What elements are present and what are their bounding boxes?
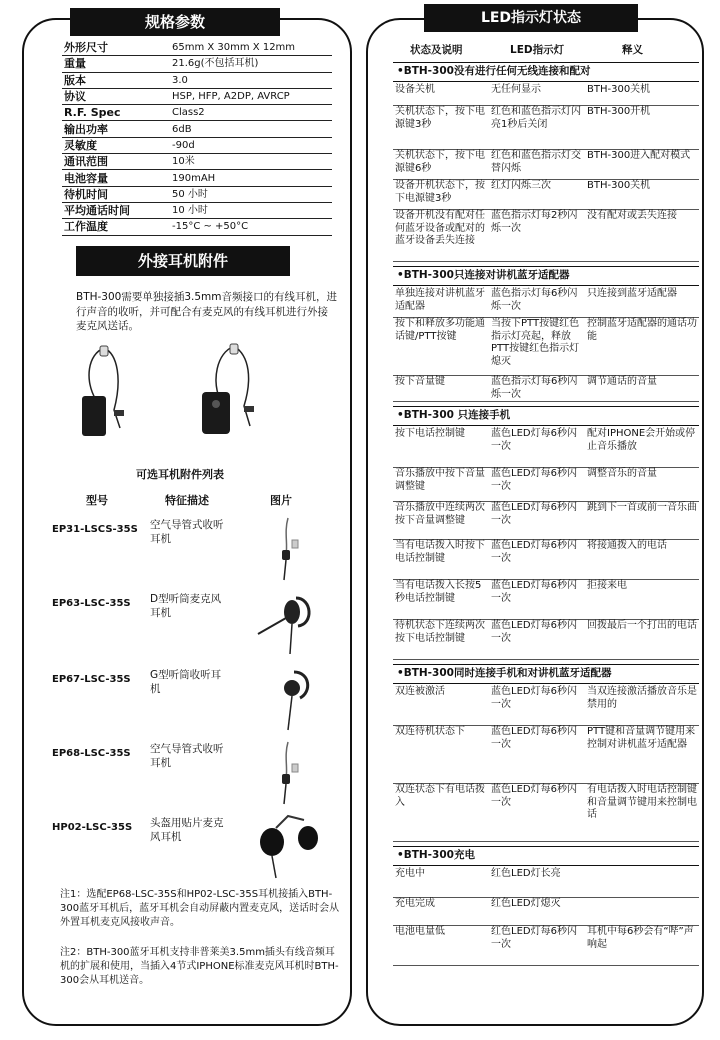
led-header-meaning: 释义 [622,44,643,56]
led-row [393,106,699,150]
led-meaning: 只连接到蓝牙适配器 [587,288,677,299]
led-state: 按下和释放多功能通话键/PTT按键 [395,318,485,342]
led-row [393,580,699,620]
led-meaning: BTH-300进入配对模式 [587,150,691,161]
led-header-state: 状态及说明 [410,44,463,56]
accessory-model: HP02-LSC-35S [52,822,133,833]
led-indicator: 蓝色LED灯每6秒闪一次 [491,620,577,644]
accessories-banner: 外接耳机附件 [76,246,290,276]
led-row [393,726,699,784]
spec-key: 工作温度 [62,219,166,235]
led-meaning: PTT键和音量调节键用来控制对讲机蓝牙适配器 [587,726,696,750]
spec-row [62,219,332,235]
led-row [393,428,699,468]
earphone-with-bluetooth-unit-image [74,340,164,440]
led-state: 设备开机状态下，按下电源键3秒 [395,180,485,204]
spec-row [62,137,332,153]
led-row [393,150,699,180]
led-state: 音乐播放中按下音量调整键 [395,468,485,492]
accessory-row [52,812,342,882]
accessory-feature: D型听筒麦克风耳机 [150,593,222,619]
led-row [393,210,699,262]
accessory-model: EP68-LSC-35S [52,748,131,759]
spec-key: 灵敏度 [62,137,166,153]
specs-banner: 规格参数 [70,8,280,36]
led-meaning: 调节通话的音量 [587,376,657,387]
led-state: 当有电话拨入时按下电话控制键 [395,540,485,564]
spec-key: 输出功率 [62,121,166,137]
accessory-model: EP67-LSC-35S [52,674,131,685]
led-indicator: 蓝色LED灯每6秒闪一次 [491,540,577,564]
led-row [393,898,699,926]
spec-key: 协议 [62,88,166,104]
led-indicator: 无任何显示 [491,84,541,95]
spec-row [62,154,332,170]
led-indicator: 红色和蓝色指示灯交替闪烁 [491,150,581,174]
spec-key: 待机时间 [62,186,166,202]
led-state: 当有电话拨入长按5秒电话控制键 [395,580,482,604]
spec-value: -15°C ~ +50°C [166,219,332,235]
led-row [393,376,699,402]
led-state: 充电完成 [395,898,435,909]
spec-value: 10米 [166,154,332,170]
col-header-picture: 图片 [270,494,292,507]
led-indicator: 蓝色LED灯每6秒闪一次 [491,726,577,750]
accessories-description: BTH-300需要单独接插3.5mm音频接口的有线耳机，进行声音的收听，并可配合有麦克风的有线耳机进行外接麦克风送话。 [76,291,337,332]
led-banner: LED指示灯状态 [424,4,638,32]
spec-value: -90d [166,137,332,153]
led-indicator: 蓝色指示灯每2秒闪烁一次 [491,210,578,234]
led-indicator: 蓝色LED灯每6秒闪一次 [491,686,577,710]
led-row [393,868,699,898]
spec-value: 50 小时 [166,186,332,202]
spec-value: 190mAH [166,170,332,186]
accessory-feature: 空气导管式收听耳机 [150,519,224,545]
spec-key: 版本 [62,72,166,88]
accessory-model: EP31-LSCS-35S [52,524,138,535]
led-state: 关机状态下，按下电源键3秒 [395,106,485,130]
led-row [393,784,699,842]
led-indicator: 蓝色LED灯每6秒闪一次 [491,468,577,492]
spec-row [62,105,332,121]
accessory-model: EP63-LSC-35S [52,598,131,609]
accessory-list-title: 可选耳机附件列表 [136,468,224,481]
led-state: 双连状态下有电话拨入 [395,784,485,808]
led-row [393,84,699,106]
led-meaning: 有电话拨入时电话控制键和音量调节键用来控制电话 [587,784,697,820]
spec-key: R.F. Spec [62,105,166,121]
led-section-title: •BTH-300只连接对讲机蓝牙适配器 [393,266,699,286]
led-meaning: 控制蓝牙适配器的通话功能 [587,318,697,342]
led-state: 待机状态下连续两次按下电话控制键 [395,620,485,644]
spec-value: HSP, HFP, A2DP, AVRCP [166,88,332,104]
led-state: 充电中 [395,868,425,879]
g-shape-earpiece-icon [248,664,328,732]
spec-value: 6dB [166,121,332,137]
spec-row [62,186,332,202]
spec-row [62,40,332,56]
spec-row [62,121,332,137]
spec-value: 3.0 [166,72,332,88]
led-indicator: 红灯闪烁三次 [491,180,551,191]
led-row [393,288,699,318]
led-state: 设备关机 [395,84,435,95]
led-indicator: 蓝色指示灯每6秒闪烁一次 [491,288,578,312]
led-meaning: 回拨最后一个打出的电话 [587,620,697,631]
led-section-title: •BTH-300充电 [393,846,699,866]
accessory-feature: 空气导管式收听耳机 [150,743,224,769]
d-shape-headset-icon [248,588,328,656]
accessory-row [52,514,342,584]
led-indicator: 蓝色LED灯每6秒闪一次 [491,580,577,604]
spec-row [62,202,332,218]
accessory-row [52,738,342,808]
spec-value: Class2 [166,105,332,121]
led-row [393,502,699,540]
spec-key: 外形尺寸 [62,40,166,56]
led-indicator: 红色LED灯长亮 [491,868,561,879]
led-row [393,540,699,580]
led-meaning: 调整音乐的音量 [587,468,657,479]
led-meaning: 耳机中每6秒会有“哔”声响起 [587,926,694,950]
led-row [393,468,699,502]
led-indicator: 红色LED灯每6秒闪一次 [491,926,577,950]
spec-value: 10 小时 [166,202,332,218]
led-indicator: 蓝色LED灯每6秒闪一次 [491,502,577,526]
led-indicator: 蓝色LED灯每6秒闪一次 [491,784,577,808]
led-section-title: •BTH-300 只连接手机 [393,406,699,426]
led-meaning: 拒接来电 [587,580,627,591]
spec-key: 通讯范围 [62,154,166,170]
spec-key: 重量 [62,56,166,72]
air-tube-earpiece-icon [248,514,328,582]
specs-table [62,40,332,236]
accessory-row [52,588,342,658]
led-meaning: 配对IPHONE会开始或停止音乐播放 [587,428,696,452]
led-meaning: 跳到下一首或前一音乐曲 [587,502,697,513]
spec-key: 平均通话时间 [62,202,166,218]
led-meaning: BTH-300关机 [587,180,651,191]
note-1: 注1：选配EP68-LSC-35S和HP02-LSC-35S耳机接插入BTH-300蓝牙耳机后，蓝牙耳机会自动屏蔽内置麦克风，送话时会从外置耳机麦克风接收声音。 [60,889,340,928]
spec-row [62,88,332,104]
accessory-feature: 头盔用贴片麦克风耳机 [150,817,224,843]
earphone-with-ptt-unit-image [190,340,280,440]
led-state: 单独连接对讲机蓝牙适配器 [395,288,485,312]
led-indicator: 蓝色LED灯每6秒闪一次 [491,428,577,452]
led-meaning: 没有配对或丢失连接 [587,210,677,221]
led-meaning: BTH-300开机 [587,106,651,117]
col-header-feature: 特征描述 [165,494,209,507]
led-meaning: 当双连接激活播放音乐是禁用的 [587,686,697,710]
led-header-led: LED指示灯 [510,44,565,56]
spec-key: 电池容量 [62,170,166,186]
led-state: 双连被激活 [395,686,445,697]
spec-value: 21.6g(不包括耳机) [166,56,332,72]
led-indicator: 蓝色指示灯每6秒闪烁一次 [491,376,578,400]
led-section-title: •BTH-300同时连接手机和对讲机蓝牙适配器 [393,664,699,684]
led-row [393,180,699,210]
accessory-feature: G型听筒收听耳机 [150,669,222,695]
spec-row [62,170,332,186]
led-meaning: BTH-300关机 [587,84,651,95]
led-row [393,686,699,726]
note-2: 注2：BTH-300蓝牙耳机支持非普莱美3.5mm插头有线音频耳机的扩展和使用，当插入4节式IPHONE标准麦克风耳机时BTH-300会从耳机送音。 [60,947,339,986]
spec-row [62,56,332,72]
led-state: 音乐播放中连续两次按下音量调整键 [395,502,485,526]
spec-value: 65mm X 30mm X 12mm [166,40,332,56]
led-table-header [392,42,702,58]
col-header-model: 型号 [86,494,108,507]
led-indicator: 红色和蓝色指示灯闪亮1秒后关闭 [491,106,581,130]
led-state: 电池电量低 [395,926,445,937]
led-indicator: 当按下PTT按键红色指示灯亮起，释放PTT按键红色指示灯熄灭 [491,318,580,367]
led-meaning: 将接通拨入的电话 [587,540,667,551]
led-row [393,318,699,376]
led-row [393,926,699,966]
air-tube-earpiece-icon [248,738,328,806]
accessory-row [52,664,342,734]
led-state: 关机状态下，按下电源键6秒 [395,150,485,174]
led-state: 双连待机状态下 [395,726,465,737]
led-state: 按下音量键 [395,376,445,387]
led-state: 按下电话控制键 [395,428,465,439]
helmet-headset-icon [248,812,328,880]
led-indicator: 红色LED灯熄灭 [491,898,561,909]
led-row [393,620,699,660]
spec-row [62,72,332,88]
led-section-title: •BTH-300没有进行任何无线连接和配对 [393,62,699,82]
led-state: 设备开机没有配对任何蓝牙设备或配对的蓝牙设备丢失连接 [395,210,485,246]
